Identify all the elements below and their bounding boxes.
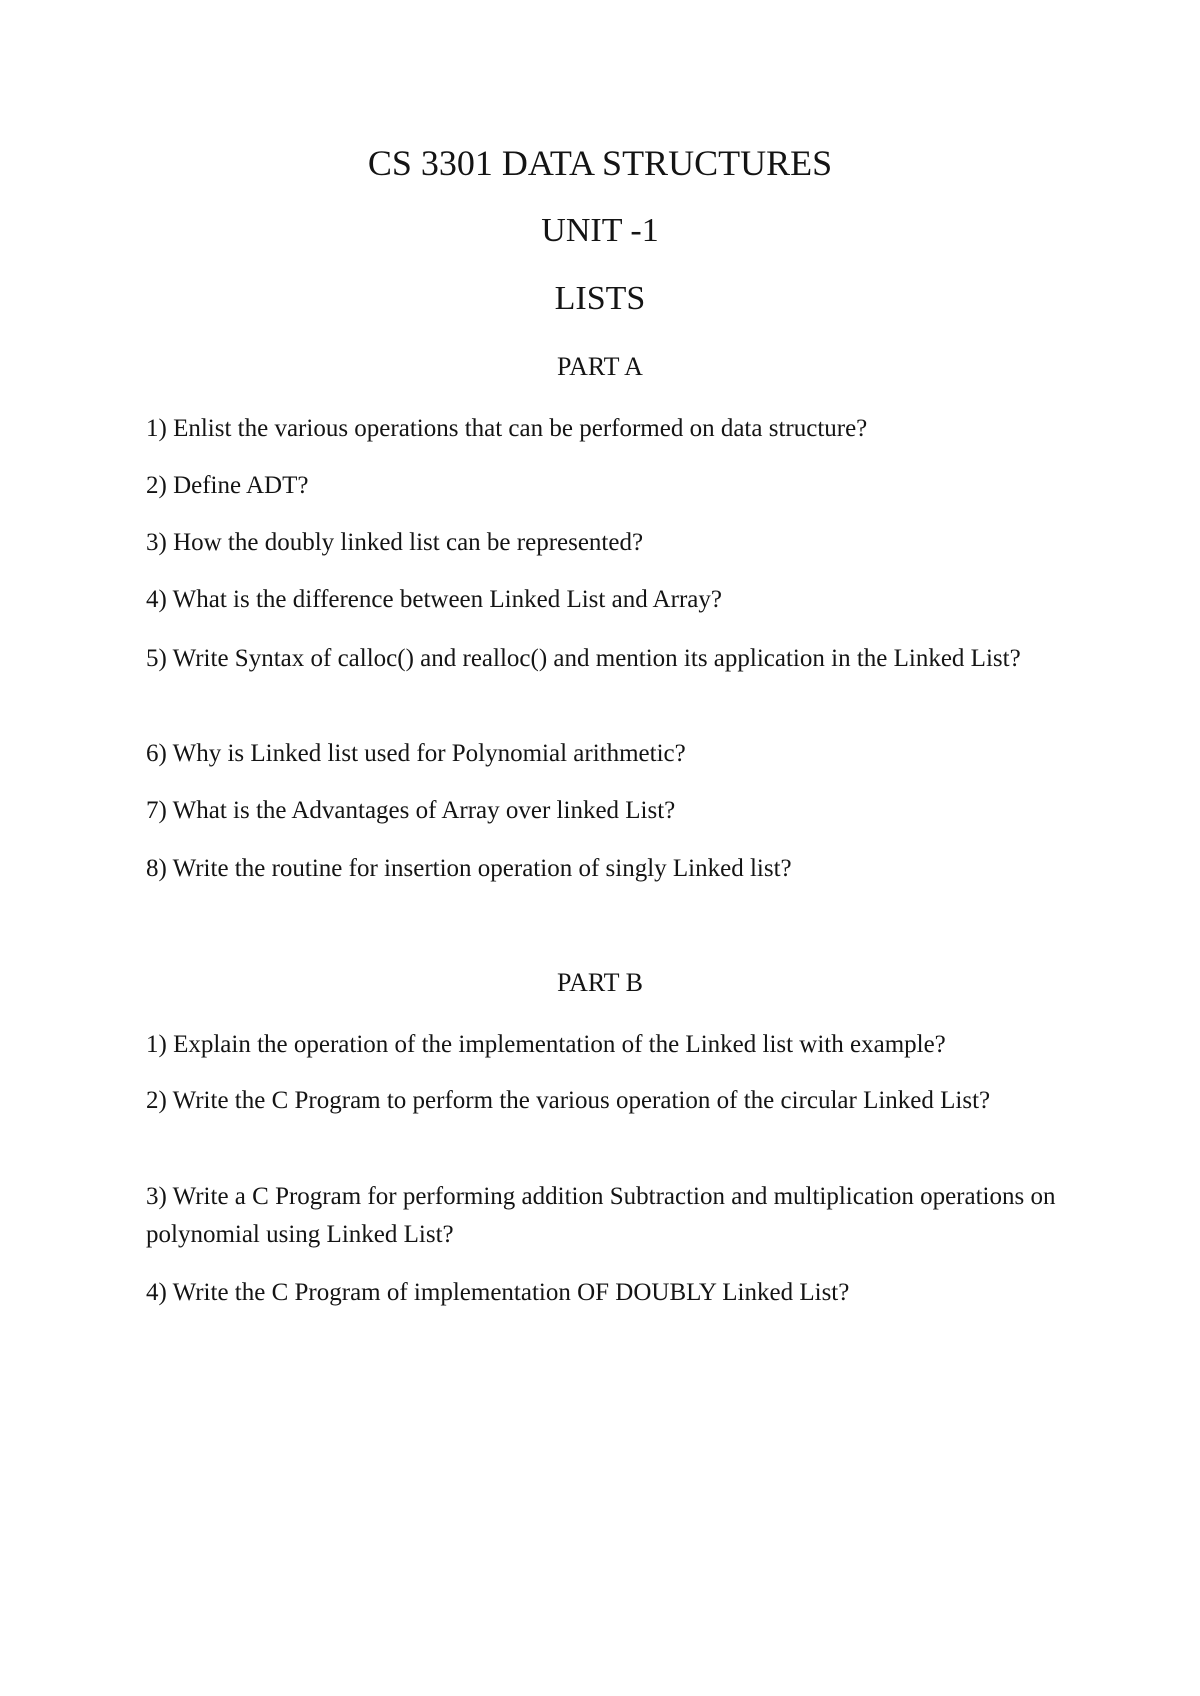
question-text: Write the C Program of implementation OF DOUBLY Linked List?: [172, 1279, 850, 1306]
question-text: What is the Advantages of Array over linked List?: [172, 797, 676, 824]
question-text: Enlist the various operations that can be performed on data structure?: [173, 415, 868, 442]
question-text: Define ADT?: [173, 472, 309, 499]
question-text: Why is Linked list used for Polynomial arithmetic?: [172, 740, 686, 767]
question-number: 4): [146, 1279, 167, 1306]
part-a-question: [146, 735, 1076, 773]
unit-title: UNIT -1: [541, 212, 659, 249]
part-a-question: [146, 792, 1076, 830]
part-a-question: [146, 581, 1076, 619]
part-b-question: [146, 1026, 1076, 1064]
question-text: Explain the operation of the implementation of the Linked list with example?: [173, 1031, 946, 1058]
question-number: 5): [146, 645, 167, 672]
part-a-question: [146, 640, 1076, 678]
part-b-heading: PART B: [557, 968, 643, 997]
question-text: Write a C Program for performing addition Subtraction and multiplication operations on polynomial using Linked List?: [146, 1183, 1056, 1248]
question-number: 3): [146, 529, 167, 556]
question-number: 4): [146, 586, 167, 613]
topic-title: LISTS: [554, 280, 646, 317]
question-text: What is the difference between Linked List and Array?: [172, 586, 722, 613]
question-number: 7): [146, 797, 167, 824]
question-number: 1): [146, 415, 167, 442]
course-title: CS 3301 DATA STRUCTURES: [367, 143, 833, 183]
part-a-question: [146, 524, 1076, 562]
question-number: 8): [146, 855, 167, 882]
question-text: Write Syntax of calloc() and realloc() and mention its application in the Linked List?: [172, 645, 1021, 672]
question-text: How the doubly linked list can be represented?: [173, 529, 644, 556]
part-a-heading: PART A: [557, 352, 643, 381]
question-number: 6): [146, 740, 167, 767]
part-b-question: [146, 1274, 1076, 1312]
part-b-question: [146, 1178, 1076, 1254]
question-number: 1): [146, 1031, 167, 1058]
question-number: 2): [146, 472, 167, 499]
part-a-question: [146, 850, 1076, 888]
part-a-question: [146, 467, 1076, 505]
question-text: Write the routine for insertion operation of singly Linked list?: [172, 855, 792, 882]
part-b-question: [146, 1082, 1076, 1120]
question-number: 2): [146, 1087, 167, 1114]
question-number: 3): [146, 1183, 167, 1210]
question-text: Write the C Program to perform the various operation of the circular Linked List?: [172, 1087, 991, 1114]
part-a-question: [146, 410, 1076, 448]
